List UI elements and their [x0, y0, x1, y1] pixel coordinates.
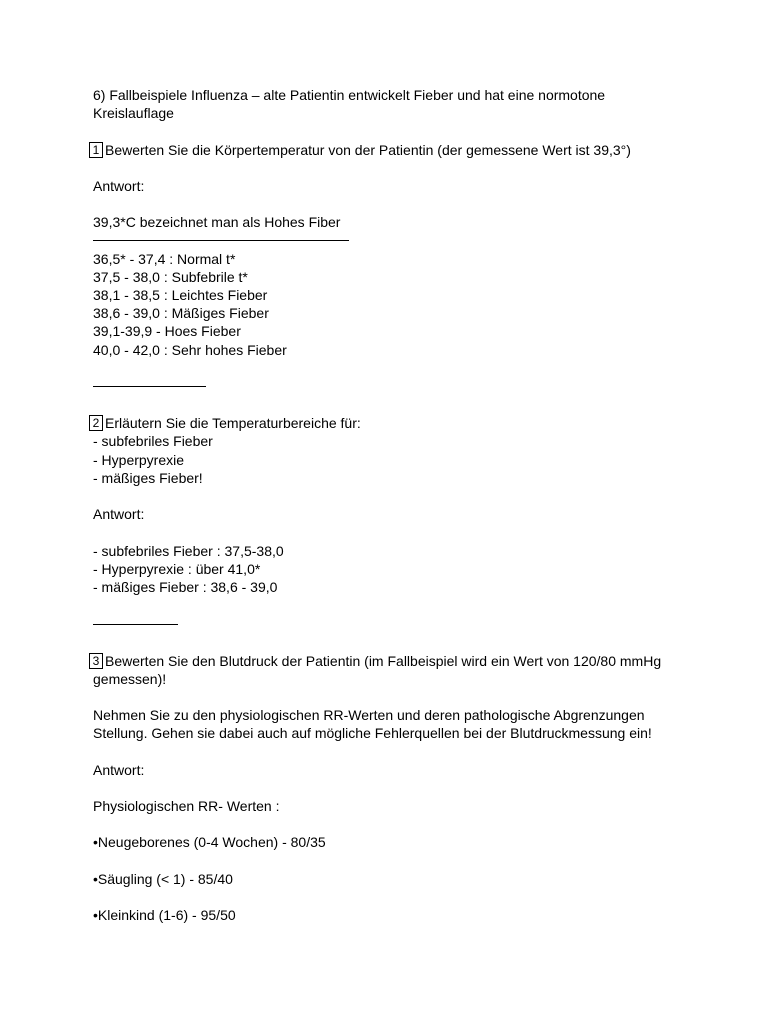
temperature-range: 40,0 - 42,0 : Sehr hohes Fieber	[93, 342, 287, 358]
question-2-item: - subfebriles Fieber	[93, 433, 213, 449]
question-2-text: Erläutern Sie die Temperaturbereiche für:	[105, 415, 361, 431]
answer-1-text: 39,3*C bezeichnet man als Hohes Fiber	[93, 214, 341, 230]
question-3-paragraph: Stellung. Gehen sie dabei auch auf mögliche Fehlerquellen bei der Blutdruckmessung ein!	[93, 725, 652, 741]
question-number-box: 2	[89, 415, 103, 431]
answer-3-subheading: Physiologischen RR- Werten :	[93, 798, 280, 814]
answer-label: Antwort:	[93, 762, 145, 778]
question-number-box: 3	[89, 653, 103, 669]
question-number-box: 1	[89, 142, 103, 158]
bp-value-item: •Säugling (< 1) - 85/40	[93, 871, 233, 887]
question-2-item: - Hyperpyrexie	[93, 452, 185, 468]
divider-line	[93, 624, 178, 625]
divider-line	[93, 240, 349, 241]
temperature-range: 38,6 - 39,0 : Mäßiges Fieber	[93, 305, 269, 321]
answer-label: Antwort:	[93, 506, 145, 522]
answer-label: Antwort:	[93, 178, 145, 194]
question-2-item: - mäßiges Fieber!	[93, 470, 203, 486]
question-3-text: Bewerten Sie den Blutdruck der Patientin (im Fallbeispiel wird ein Wert von 120/80 mmHg	[105, 653, 662, 669]
question-3-paragraph: Nehmen Sie zu den physiologischen RR-Werten und deren pathologische Abgrenzungen	[93, 707, 645, 723]
question-3-text-continued: gemessen)!	[93, 671, 167, 687]
answer-2-item: - Hyperpyrexie : über 41,0*	[93, 561, 261, 577]
temperature-range: 39,1-39,9 - Hoes Fieber	[93, 323, 241, 339]
answer-2-item: - subfebriles Fieber : 37,5-38,0	[93, 543, 284, 559]
question-2	[89, 414, 361, 432]
section-title-line-1: 6) Fallbeispiele Influenza – alte Patientin entwickelt Fieber und hat eine normotone	[93, 87, 606, 103]
divider-line	[93, 386, 206, 387]
answer-2-item: - mäßiges Fieber : 38,6 - 39,0	[93, 579, 278, 595]
question-3	[89, 652, 661, 670]
temperature-range: 38,1 - 38,5 : Leichtes Fieber	[93, 287, 268, 303]
temperature-range: 37,5 - 38,0 : Subfebrile t*	[93, 269, 248, 285]
question-1-text: Bewerten Sie die Körpertemperatur von der Patientin (der gemessene Wert ist 39,3°)	[105, 142, 631, 158]
question-1	[89, 141, 631, 159]
temperature-range: 36,5* - 37,4 : Normal t*	[93, 251, 236, 267]
bp-value-item: •Kleinkind (1-6) - 95/50	[93, 907, 236, 923]
section-title-line-2: Kreislauflage	[93, 105, 174, 121]
bp-value-item: •Neugeborenes (0-4 Wochen) - 80/35	[93, 834, 326, 850]
